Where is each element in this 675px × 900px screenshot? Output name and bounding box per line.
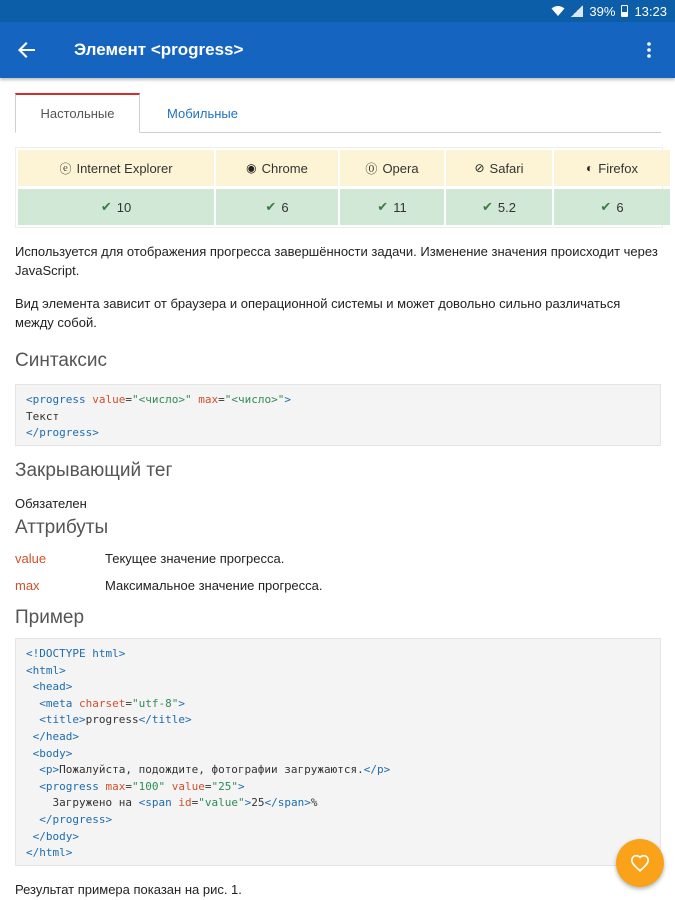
code-token: "<число>"	[224, 393, 285, 406]
code-token: =	[125, 393, 132, 406]
browser-version-chrome	[216, 189, 338, 225]
code-token: value	[171, 779, 205, 793]
code-token: Загружено на	[52, 796, 139, 810]
check-icon: ✔	[100, 199, 112, 214]
code-token: max	[105, 779, 126, 793]
closing-tag-value: Обязателен	[15, 496, 87, 511]
wifi-icon	[551, 5, 565, 17]
version-value: 5.2	[497, 199, 516, 215]
code-token: Пожалуйста, подождите, фотографии загружаются.	[59, 763, 364, 777]
arrow-left-icon	[18, 41, 36, 59]
section-heading-attributes: Аттрибуты	[15, 517, 109, 538]
code-token: >	[244, 796, 252, 810]
favorite-button[interactable]	[616, 839, 664, 887]
code-token: </span>	[264, 796, 311, 810]
code-token: <body>	[32, 746, 73, 760]
browser-support-table	[15, 147, 663, 228]
version-value: 6	[281, 199, 289, 215]
code-token: value	[92, 393, 126, 406]
version-value: 6	[616, 199, 624, 215]
browser-name: Firefox	[598, 160, 638, 176]
code-token: progress	[85, 713, 139, 727]
code-token: </progress>	[39, 812, 113, 826]
attribute-row	[15, 551, 661, 566]
tab-desktop[interactable]: Настольные	[15, 93, 140, 133]
tab-mobile[interactable]: Мобильные	[166, 105, 239, 121]
code-token: </html>	[26, 846, 73, 860]
code-token: "utf-8"	[131, 696, 179, 710]
code-token: max	[198, 393, 219, 406]
section-heading-example: Пример	[15, 607, 85, 628]
attribute-description: Максимальное значение прогресса.	[105, 578, 323, 593]
safari-icon: ⊘	[474, 161, 485, 175]
page-title: Элемент <progress>	[74, 40, 244, 59]
description-paragraph: Вид элемента зависит от браузера и операционной системы и может довольно сильно различаться между собой.	[15, 296, 621, 330]
code-token: "25"	[211, 779, 238, 793]
browser-header-safari	[446, 150, 552, 186]
code-token: charset	[79, 696, 126, 710]
more-vert-icon	[647, 42, 651, 58]
browser-header-ie	[18, 150, 214, 186]
browser-version-safari	[446, 189, 552, 225]
opera-icon: ⓪	[365, 161, 378, 176]
section-heading-syntax: Синтаксис	[15, 350, 108, 371]
attribute-name: max	[15, 578, 40, 593]
status-bar	[0, 0, 675, 22]
browser-version-ie	[18, 189, 214, 225]
browser-header-opera	[340, 150, 444, 186]
browser-header-chrome	[216, 150, 338, 186]
code-token: %	[310, 796, 318, 810]
check-icon: ✔	[482, 199, 493, 214]
browser-name: Opera	[382, 160, 419, 176]
chrome-icon: ◉	[246, 161, 257, 175]
code-token: <meta	[39, 696, 73, 710]
check-icon: ✔	[600, 199, 612, 214]
code-token: </head>	[32, 729, 79, 743]
platform-tabs	[15, 93, 661, 133]
code-token: "value"	[198, 796, 245, 810]
browser-header-firefox	[554, 150, 670, 186]
battery-percent: 39%	[589, 3, 616, 19]
overflow-menu-button[interactable]	[637, 30, 661, 70]
browser-name: Internet Explorer	[76, 160, 173, 176]
code-token: >	[237, 779, 245, 793]
code-token: <!DOCTYPE html>	[26, 647, 126, 660]
code-token: <html>	[26, 663, 66, 677]
code-token: </body>	[32, 829, 79, 843]
back-button[interactable]	[18, 30, 58, 70]
browser-name: Safari	[489, 160, 524, 176]
check-icon: ✔	[377, 199, 389, 214]
example-code-block: <!DOCTYPE html> <html> <head> <meta charset="utf-8"> <title>progress</title> </head> <body> <p>Пожалуйста, подождите, фотографии загружаются.</p> <progress max="100" value="25"> Загружено на <span id="value">25</span>% </progress> </body> </html>	[15, 638, 661, 866]
attribute-description: Текущее значение прогресса.	[105, 551, 285, 566]
main-content	[0, 93, 675, 897]
code-token: </p>	[363, 763, 391, 777]
code-token: >	[178, 696, 185, 710]
code-token: >	[284, 393, 291, 406]
code-token: <progress	[26, 393, 86, 406]
description-paragraph: Используется для отображения прогресса завершённости задачи. Изменение значения происходит через JavaScript.	[15, 244, 658, 278]
version-value: 11	[393, 199, 407, 215]
battery-icon	[621, 5, 628, 17]
ie-icon: ⓔ	[59, 161, 72, 176]
code-token: 25	[251, 796, 265, 810]
heart-icon	[630, 854, 650, 872]
clock: 13:23	[634, 3, 667, 19]
code-token: </title>	[138, 713, 192, 727]
app-bar	[0, 22, 675, 78]
version-value: 10	[116, 199, 132, 215]
code-token: =	[218, 393, 225, 406]
code-token: id	[178, 796, 192, 810]
code-token: <progress	[39, 779, 99, 793]
attribute-row	[15, 578, 661, 593]
code-token: </progress>	[26, 426, 99, 440]
browser-version-opera	[340, 189, 444, 225]
code-token: "<число>"	[131, 393, 192, 406]
check-icon: ✔	[265, 199, 277, 214]
code-token: <p>	[39, 763, 60, 777]
signal-icon	[571, 5, 583, 17]
syntax-code-block	[15, 384, 661, 446]
code-token: Текст	[26, 409, 60, 423]
result-caption: Результат примера показан на рис. 1.	[15, 882, 242, 897]
code-token: <span	[138, 796, 172, 810]
firefox-icon: ◐	[586, 161, 594, 175]
code-token: "100"	[131, 779, 166, 793]
browser-name: Chrome	[261, 160, 308, 176]
section-heading-closing-tag: Закрывающий тег	[15, 460, 173, 481]
browser-version-firefox	[554, 189, 670, 225]
code-token: <title>	[39, 713, 86, 727]
code-token: <head>	[32, 680, 73, 694]
attribute-name: value	[15, 551, 47, 566]
